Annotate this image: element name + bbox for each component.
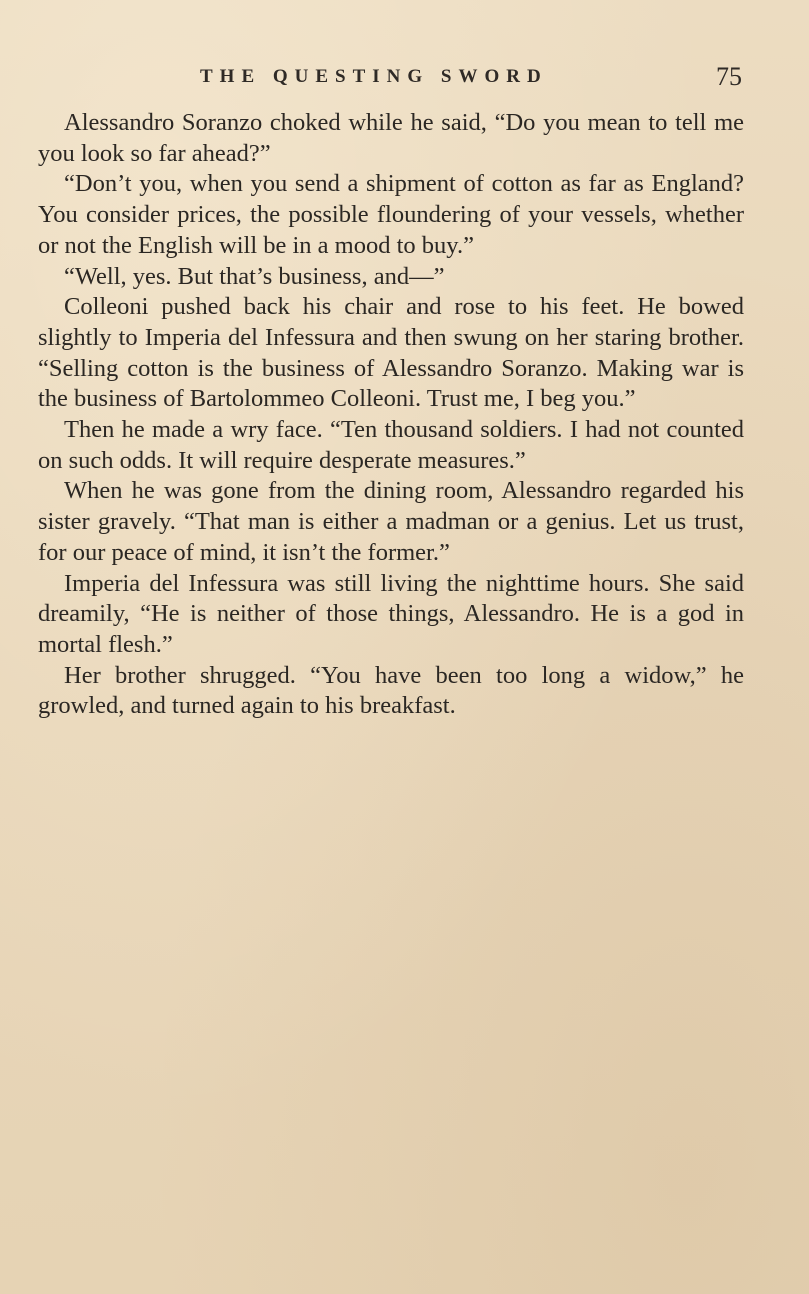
paragraph-8: Her brother shrugged. “You have been too long a widow,” he growled, and turned again to his breakfast. — [38, 661, 744, 720]
paragraph-7: Imperia del Infessura was still living the nighttime hours. She said dreamily, “He is neither of those things, Alessandro. He is a god in mortal flesh.” — [38, 569, 744, 658]
body-text — [38, 108, 744, 722]
paragraph-2: “Don’t you, when you send a shipment of cotton as far as England? You consider prices, the possible floundering of your vessels, whether or not the English will be in a mood to buy.” — [38, 170, 744, 259]
running-title: THE QUESTING SWORD — [200, 66, 548, 87]
paragraph-4: Colleoni pushed back his chair and rose to his feet. He bowed slightly to Imperia del Infessura and then swung on her staring brother. “Selling cotton is the business of Alessandro Soranzo. Making war is the business of Bartolommeo Colleoni. Trust me, I beg you.” — [38, 293, 744, 413]
paragraph-3: “Well, yes. But that’s business, and—” — [64, 262, 445, 290]
page-number: 75 — [716, 62, 742, 91]
paragraph-1: Alessandro Soranzo choked while he said, “Do you mean to tell me you look so far ahead?” — [38, 109, 744, 167]
paragraph-5: Then he made a wry face. “Ten thousand soldiers. I had not counted on such odds. It will require desperate measures.” — [38, 416, 744, 474]
paragraph-6: When he was gone from the dining room, Alessandro regarded his sister gravely. “That man is either a madman or a genius. Let us trust, for our peace of mind, it isn’t the former.” — [38, 477, 744, 566]
page-header — [40, 62, 742, 92]
